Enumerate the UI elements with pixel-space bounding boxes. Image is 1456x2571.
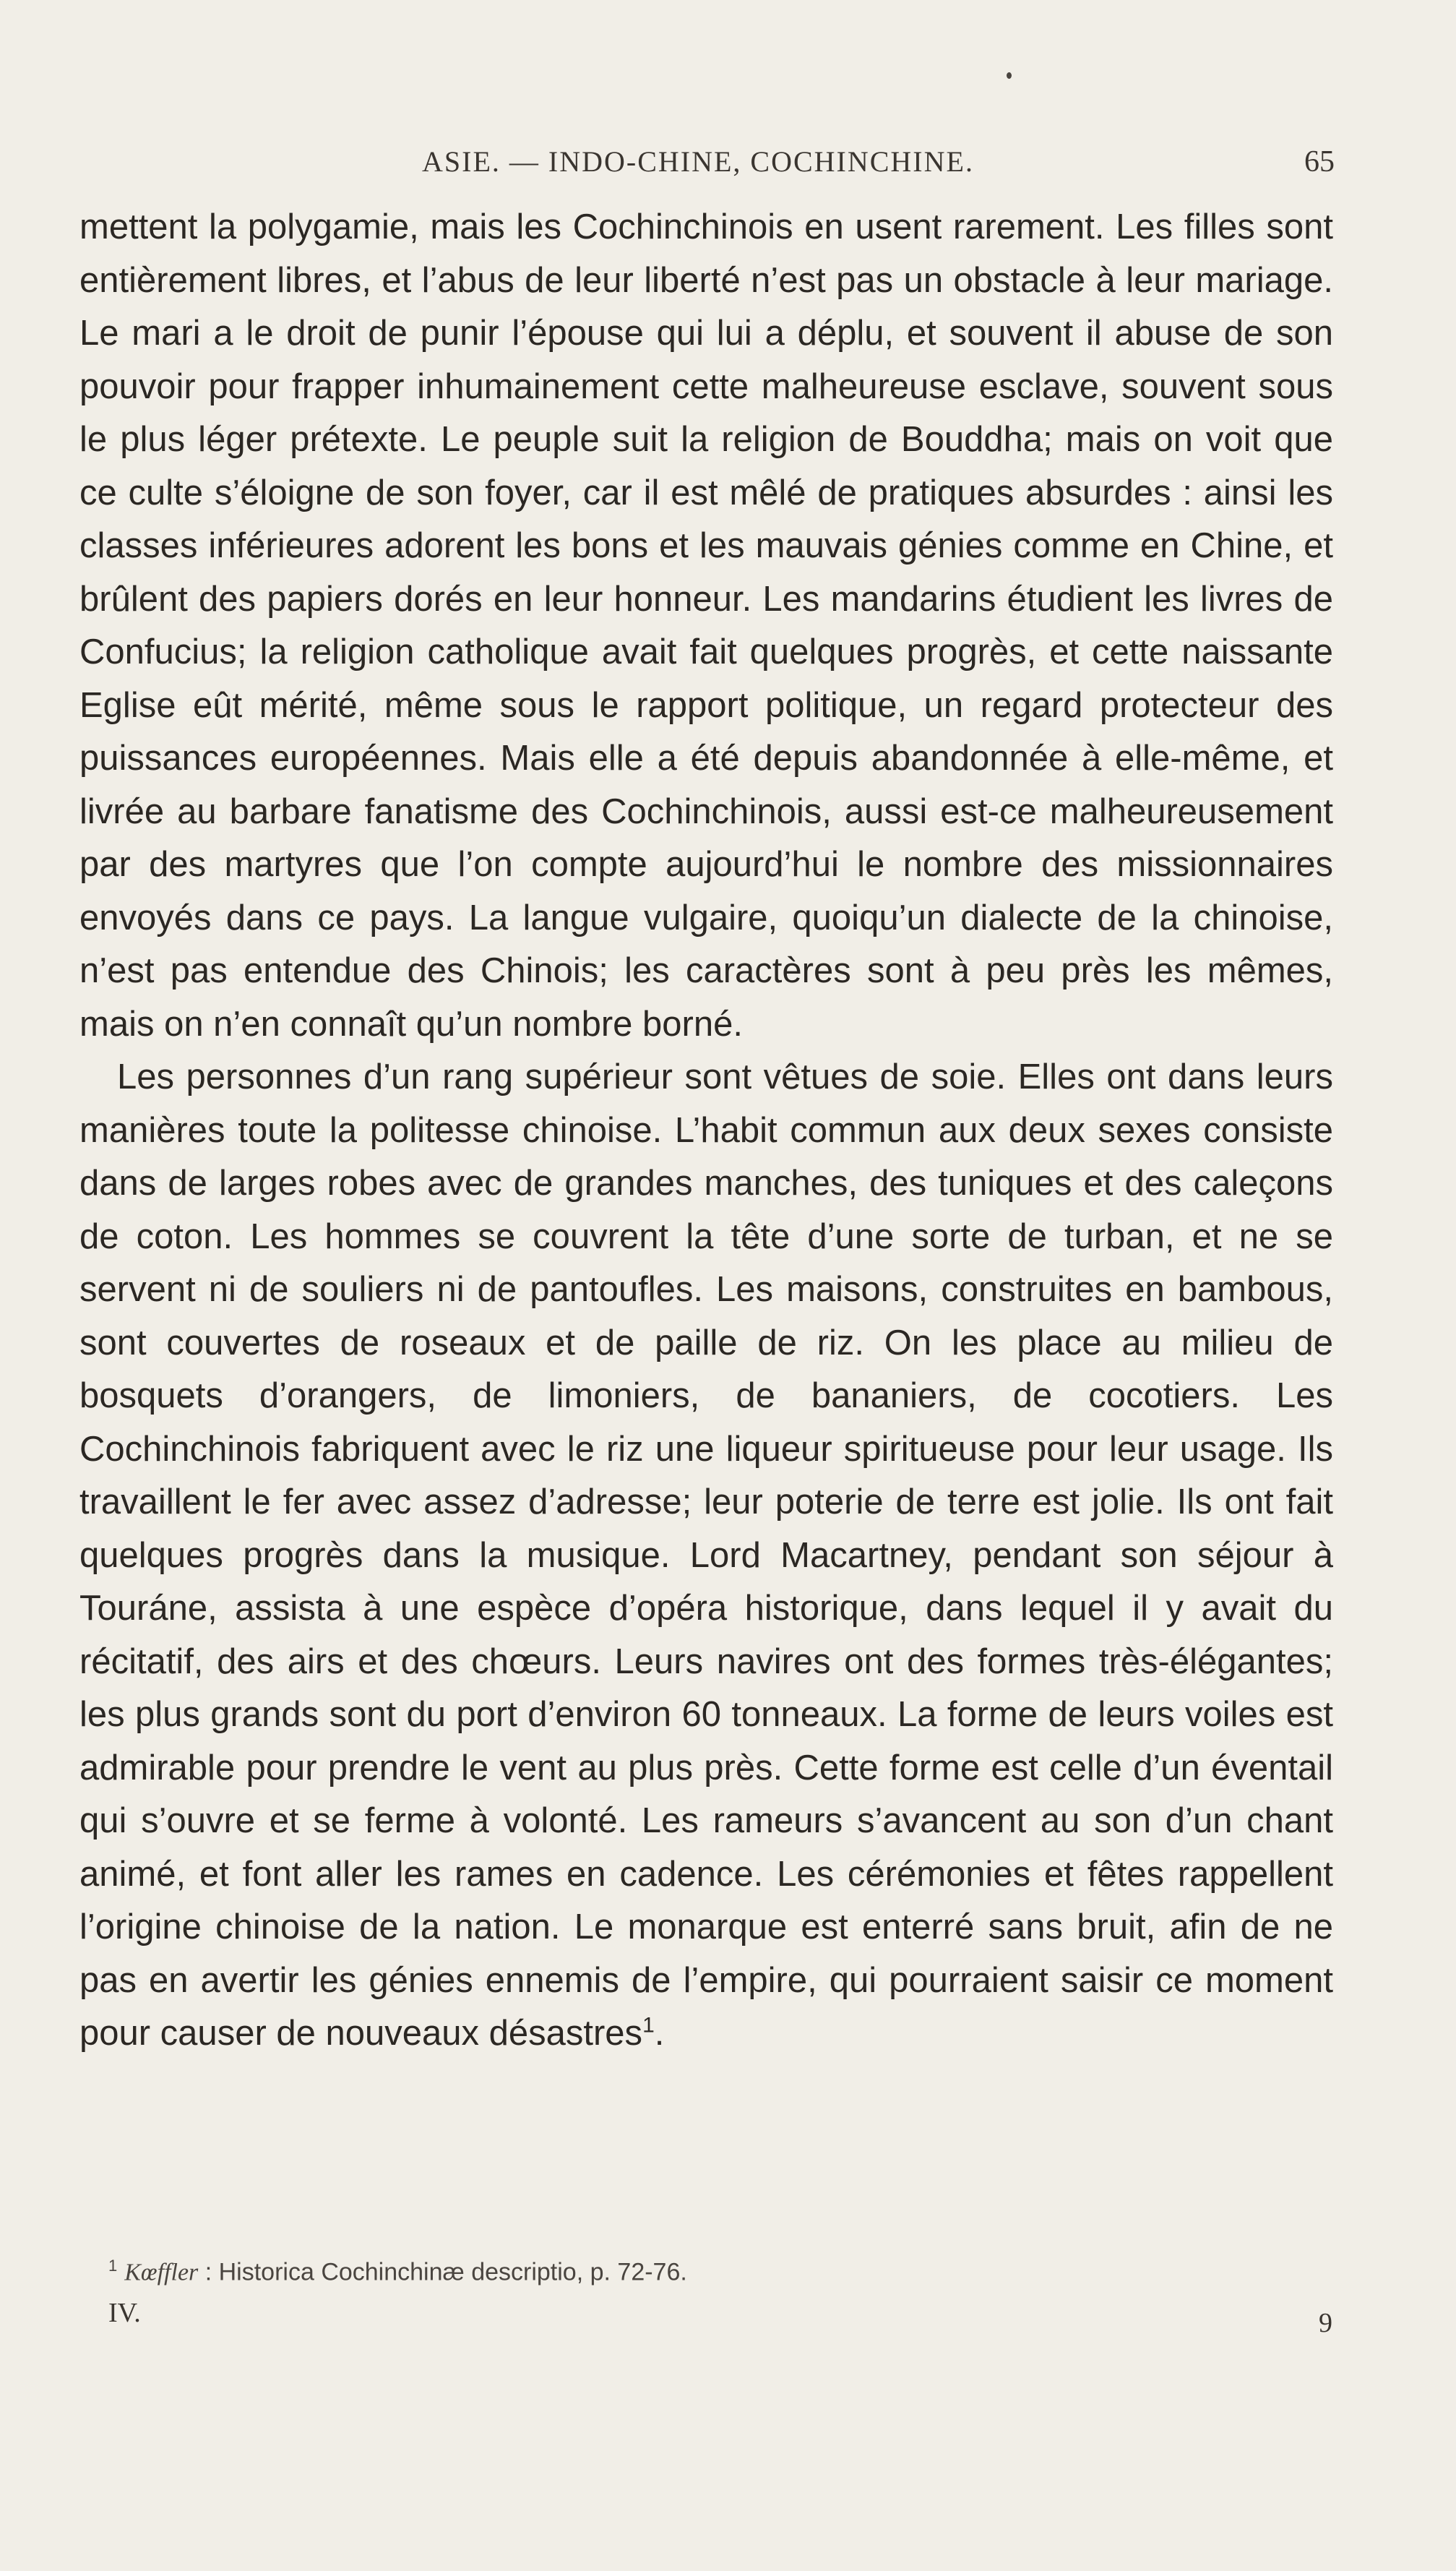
paragraph-2-text: Les personnes d’un rang supérieur sont vêtues de soie. Elles ont dans leurs manières toute la politesse chinoise. L’habit commun aux deux sexes consiste dans de larges robes avec de grandes manches, des tuniques et des caleçons de coton. Les hommes se couvrent la tête d’une sorte de turban, et ne se servent ni de souliers ni de pantoufles. Les maisons, construites en bambous, sont couvertes de roseaux et de paille de riz. On les place au milieu de bosquets d’orangers, de limoniers, de bananiers, de cocotiers. Les Cochinchinois fabriquent avec le riz une liqueur spiritueuse pour leur usage. Ils travaillent le fer avec assez d’adresse; leur poterie de terre est jolie. Ils ont fait quelques progrès dans la musique. Lord Macartney, pendant son séjour à Touráne, assista à une espèce d’opéra historique, dans lequel il y avait du récitatif, des airs et des chœurs. Leurs navires ont des formes très-élégantes; les plus grands sont du port d’environ 60 tonneaux. La forme de leurs voiles est admirable pour prendre le vent au plus près. Cette forme est celle d’un éventail qui s’ouvre et se ferme à volonté. Les rameurs s’avancent au son d’un chant animé, et font aller les rames en cadence. Les cérémonies et fêtes rappellent l’origine chinoise de la nation. Le monarque est enterré sans bruit, afin de ne pas en avertir les génies ennemis de l’empire, qui pourraient saisir ce moment pour causer de nouveaux désastres (79, 1057, 1333, 2053)
paragraph-1 (79, 201, 1333, 1051)
footnote-author: Kœffler (124, 2259, 199, 2286)
signature-number: 9 (1319, 2308, 1332, 2338)
signature-mark: IV. (108, 2298, 141, 2328)
body-text (79, 201, 1333, 2061)
page-header (0, 145, 1456, 188)
running-head: ASIE. — INDO-CHINE, COCHINCHINE. (422, 145, 974, 178)
ink-speck (1007, 72, 1012, 79)
footnote-text: : Historica Cochinchinæ descriptio, p. 72-76. (198, 2258, 687, 2286)
paragraph-1-text: mettent la polygamie, mais les Cochinchinois en usent rarement. Les filles sont entièrement libres, et l’abus de leur liberté n’est pas un obstacle à leur mariage. Le mari a le droit de punir l’épouse qui lui a déplu, et souvent il abuse de son pouvoir pour frapper inhumainement cette malheureuse esclave, souvent sous le plus léger prétexte. Le peuple suit la religion de Bouddha; mais on voit que ce culte s’éloigne de son foyer, car il est mêlé de pratiques absurdes : ainsi les classes inférieures adorent les bons et les mauvais génies comme en Chine, et brûlent des papiers dorés en leur honneur. Les mandarins étudient les livres de Confucius; la religion catholique avait fait quelques progrès, et cette naissante Eglise eût mérité, même sous le rapport politique, un regard protecteur des puissances européennes. Mais elle a été depuis abandonnée à elle-même, et livrée au barbare fanatisme des Cochinchinois, aussi est-ce malheureusement par des martyres que l’on compte aujourd’hui le nombre des missionnaires envoyés dans ce pays. La langue vulgaire, quoiqu’un dialecte de la chinoise, n’est pas entendue des Chinois; les caractères sont à peu près les mêmes, mais on n’en connaît qu’un nombre borné. (79, 207, 1333, 1044)
paragraph-2 (79, 1051, 1333, 2061)
page-number: 65 (1304, 145, 1335, 179)
footnote-reference: 1 (642, 2013, 655, 2038)
footnote-number: 1 (108, 2257, 118, 2275)
footnote (108, 2257, 687, 2286)
paragraph-2-end: . (654, 2014, 665, 2053)
